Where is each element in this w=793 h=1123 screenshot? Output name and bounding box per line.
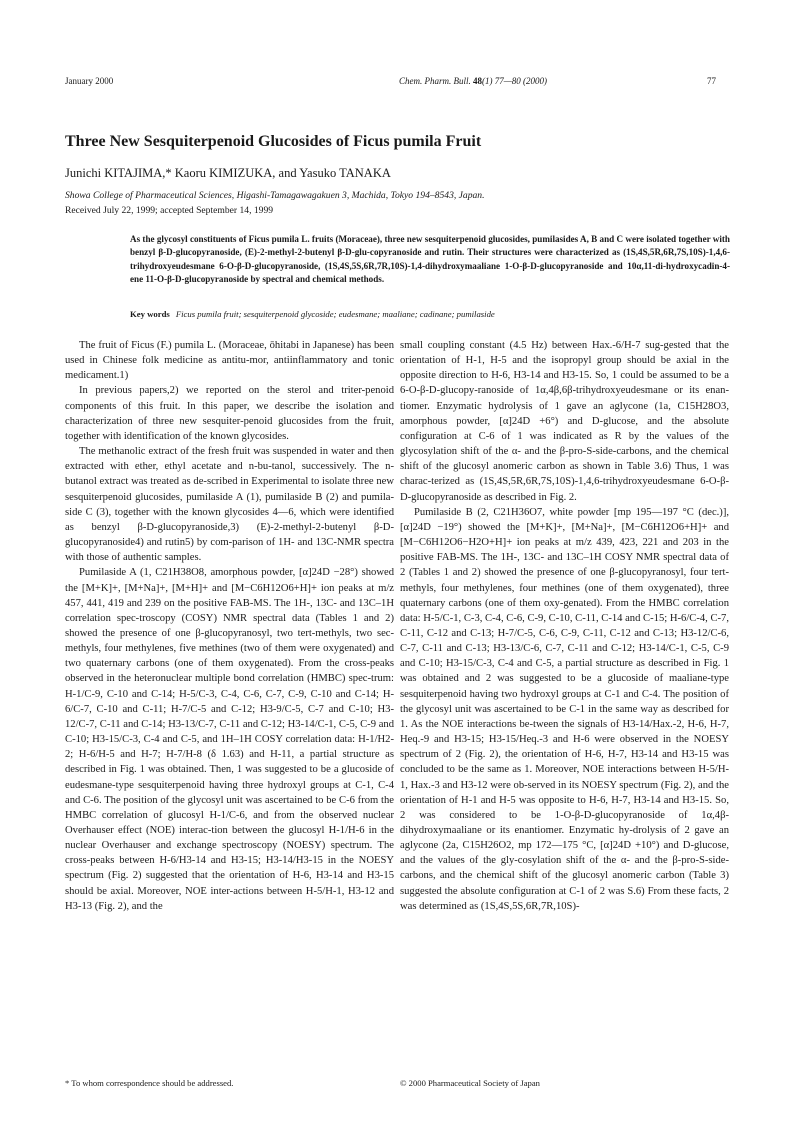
article-keywords	[130, 309, 730, 319]
body-left-column	[65, 338, 394, 914]
body-right-column	[400, 338, 729, 914]
article-authors: Junichi KITAJIMA,* Kaoru KIMIZUKA, and Yasuko TANAKA	[65, 166, 391, 180]
body-paragraph: Pumilaside B (2, C21H36O7, white powder [mp 195—197 °C (dec.)], [α]24D −19°) showed the [M+K]+, [M+Na]+, [M−C6H12O6+H]+ and [M−C6H12O6−H2O+H]+ ion peaks at m/z 439, 423, 221 and 203 in the positive FAB-MS. The 1H-, 13C- and 13C–1H COSY NMR spectral data of 2 (Tables 1 and 2) showed the presence of one β-glucopyranosyl, four tert-methyls, four methylenes, four methines (one of them oxygenated), three quaternary carbons (one of them oxy-genated). From the HMBC correlation data: H-5/C-1, C-3, C-4, C-6, C-9, C-10, C-11, C-14 and C-15; H-6/C-4, C-7, C-11, C-12 and C-13; H-7/C-5, C-6, C-9, C-11, C-12 and C-13; H3-12/C-6, C-7, C-11 and C-13; H3-13/C-6, C-7, C-11 and C-12; H3-14/C-1, C-5, C-9 and C-10; H3-15/C-3, C-4 and C-5, a partial structure as described in Fig. 1 was obtained and 2 was suggested to be a glucoside of maaliane-type sesquiterpenoid having two hydroxyl groups at C-1 and C-4. The position of the glycosyl unit was ascertained to be C-1 in the same way as described for 1. As the NOE interactions be-tween the signals of H3-14/Hax.-2, H-6, H-7, Heq.-9 and H3-15; H3-15/Heq.-3 and H-6 were observed in the NOESY spectrum of 2 (Fig. 2), the orientation of H-6, H-7, H3-14 and H3-15 was concluded to be the same as 1. Moreover, NOE interactions between H-5/H-1, Hax.-3 and H3-12 were ob-served in its NOESY spectrum (Fig. 2), and the orientation of H-1 and H-5 was opposite to H-6, H-7, H3-14 and H3-15. So, 2 was considered to be 1-O-β-D-glucopyranoside of 1α,4β-dihydroxymaaliane or its enantiomer. Enzymatic hy-drolysis of 2 gave an aglycone (2a, C15H26O2, mp 172—175 °C, [α]24D +10°) and D-glucose, and the values of the gly-cosylation shift of the α- and the β-pro-S-side-carbons, and the chemical shift of the glucosyl anomeric carbon (Table 3) suggested the absolute configuration at C-1 of 2 was S.6) From these facts, 2 was determined as (1S,4S,5S,6R,7R,10S)-	[400, 506, 729, 912]
journal-issue-pages: (1) 77—80 (2000)	[482, 76, 547, 86]
corresponding-author-footnote: * To whom correspondence should be addressed.	[65, 1078, 234, 1088]
journal-name: Chem. Pharm. Bull.	[399, 76, 471, 86]
body-paragraph: The fruit of Ficus (F.) pumila L. (Moraceae, ōhitabi in Japanese) has been used in Chinese folk medicine as antitu-mor, antiinflammatory and tonic medicament.1)	[65, 340, 394, 382]
article-abstract: As the glycosyl constituents of Ficus pumila L. fruits (Moraceae), three new sesquiterpenoid glucosides, pumilasides A, B and C were isolated together with benzyl β-D-glucopyranoside, (E)-2-methyl-2-butenyl β-D-glu-copyranoside and rutin. Their structures were characterized as (1S,4S,5R,6R,7S,10S)-1,4,6-trihydroxyeudesmane 6-O-β-D-glucopyranoside, (1S,4S,5S,6R,7R,10S)-1,4-dihydroxymaaliane 1-O-β-D-glucopyranoside and 10α,11-di-hydroxycadin-4-ene 11-O-β-D-glucopyranoside by spectral and chemical methods.	[130, 234, 730, 285]
running-header-date: January 2000	[65, 76, 114, 86]
article-title: Three New Sesquiterpenoid Glucosides of Ficus pumila Fruit	[65, 133, 482, 150]
page-number: 77	[707, 76, 716, 86]
body-paragraph: In previous papers,2) we reported on the sterol and triter-penoid components of this fruit. In this paper, we describe the isolation and characterization of three new sesquiter-penoid glucosides from the fruit, together with identification of the known glycosides.	[65, 385, 394, 442]
copyright-notice: © 2000 Pharmaceutical Society of Japan	[400, 1078, 540, 1088]
body-paragraph: Pumilaside A (1, C21H38O8, amorphous powder, [α]24D −28°) showed the [M+K]+, [M+Na]+, [M+H]+ and [M−C6H12O6+H]+ ion peaks at m/z 457, 441, 419 and 239 on the positive FAB-MS. The 1H-, 13C- and 13C–1H correlation spec-troscopy (COSY) NMR spectral data (Tables 1 and 2) showed the presence of one β-glucopyranosyl, two tert-methyls, two sec-methyls, four methylenes, five methines (two of them were oxygenated) and two quaternary carbons (one of them oxygenated). From the cross-peaks observed in the heteronuclear multiple bond correlation (HMBC) spec-trum: H-1/C-9, C-10 and C-14; H-5/C-3, C-4, C-6, C-7, C-9, C-10 and C-14; H-6/C-7, C-10 and C-11; H-7/C-5 and C-12; H3-9/C-5, C-7 and C-10; H3-12/C-7, C-11 and C-14; H3-13/C-7, C-11 and C-12; H3-14/C-1, C-5, C-9 and C-10; H3-15/C-3, C-4 and C-5, and 1H–1H COSY correlation data: H-1/H2-2; H-6/H-5 and H-7; H-7/H-8 (δ 1.63) and H-11, a partial structure as described in Fig. 1 was obtained. Then, 1 was suggested to be a glucoside of eudesmane-type sesquiterpenoid having three hydroxyl groups at C-1, C-4 and C-6. The position of the glycosyl unit was ascertained to be C-6 from the HMBC correlation of glucosyl H-1/C-6, and from the observed nuclear Overhauser effect (NOE) interac-tion between the glucosyl H-1/H-6 in the nuclear Overhauser and exchange spectroscopy (NOESY) spectrum. The cross-peaks between H-6/H3-14 and H3-15; H3-14/H3-15 in the NOESY spectrum (Fig. 2) suggested that the orientation of H-6, H3-14 and H3-15 should be axial. Moreover, NOE inter-actions between H-5/H-1, H3-12 and H3-13 (Fig. 2), and the	[65, 567, 394, 912]
journal-volume: 48	[473, 76, 482, 86]
article-affiliation: Showa College of Pharmaceutical Sciences, Higashi-Tamagawagakuen 3, Machida, Tokyo 194–8543, Japan.	[65, 190, 485, 201]
article-received-dates: Received July 22, 1999; accepted September 14, 1999	[65, 205, 274, 216]
running-header-journal	[399, 76, 547, 86]
keywords-label: Key words	[130, 309, 170, 319]
body-paragraph: small coupling constant (4.5 Hz) between Hax.-6/H-7 sug-gested that the orientation of H-1, H-5 and the isopropyl group should be axial in the opposite direction to H-6, H3-14 and H3-15. So, 1 could be assumed to be a 6-O-β-D-glucopy-ranoside of 1α,4β,6β-trihydroxyeudesmane or its enan-tiomer. Enzymatic hydrolysis of 1 gave an aglycone (1a, C15H28O3, amorphous powder, [α]24D +6°) and D-glucose, and the absolute configuration at C-6 of 1 was indicated as R by the values of the glycosylation shift of the α- and the β-pro-S-side-carbons, and the chemical shift of the glucosyl anomeric carbon as shown in Table 3.6) Thus, 1 was charac-terized as (1S,4S,5R,6R,7S,10S)-1,4,6-trihydroxyeudesmane 6-O-β-D-glucopyranoside as described in Fig. 2.	[400, 340, 729, 503]
keywords-list: Ficus pumila fruit; sesquiterpenoid glycoside; eudesmane; maaliane; cadinane; pumilaside	[175, 309, 495, 319]
body-paragraph: The methanolic extract of the fresh fruit was suspended in water and then extracted with ether, ethyl acetate and n-bu-tanol, successively. The n-butanol extract was treated as de-scribed in Experimental to isolate three new sesquiterpenoid glucosides, pumilaside A (1), pumilaside B (2) and pumila-side C (3), together with the known glycosides 4—6, which were identified as benzyl β-D-glucopyranoside,3) (E)-2-methyl-2-butenyl β-D-glucopyranoside4) and rutin5) by com-parison of 1H- and 13C-NMR spectra with those of authentic samples.	[65, 446, 394, 564]
